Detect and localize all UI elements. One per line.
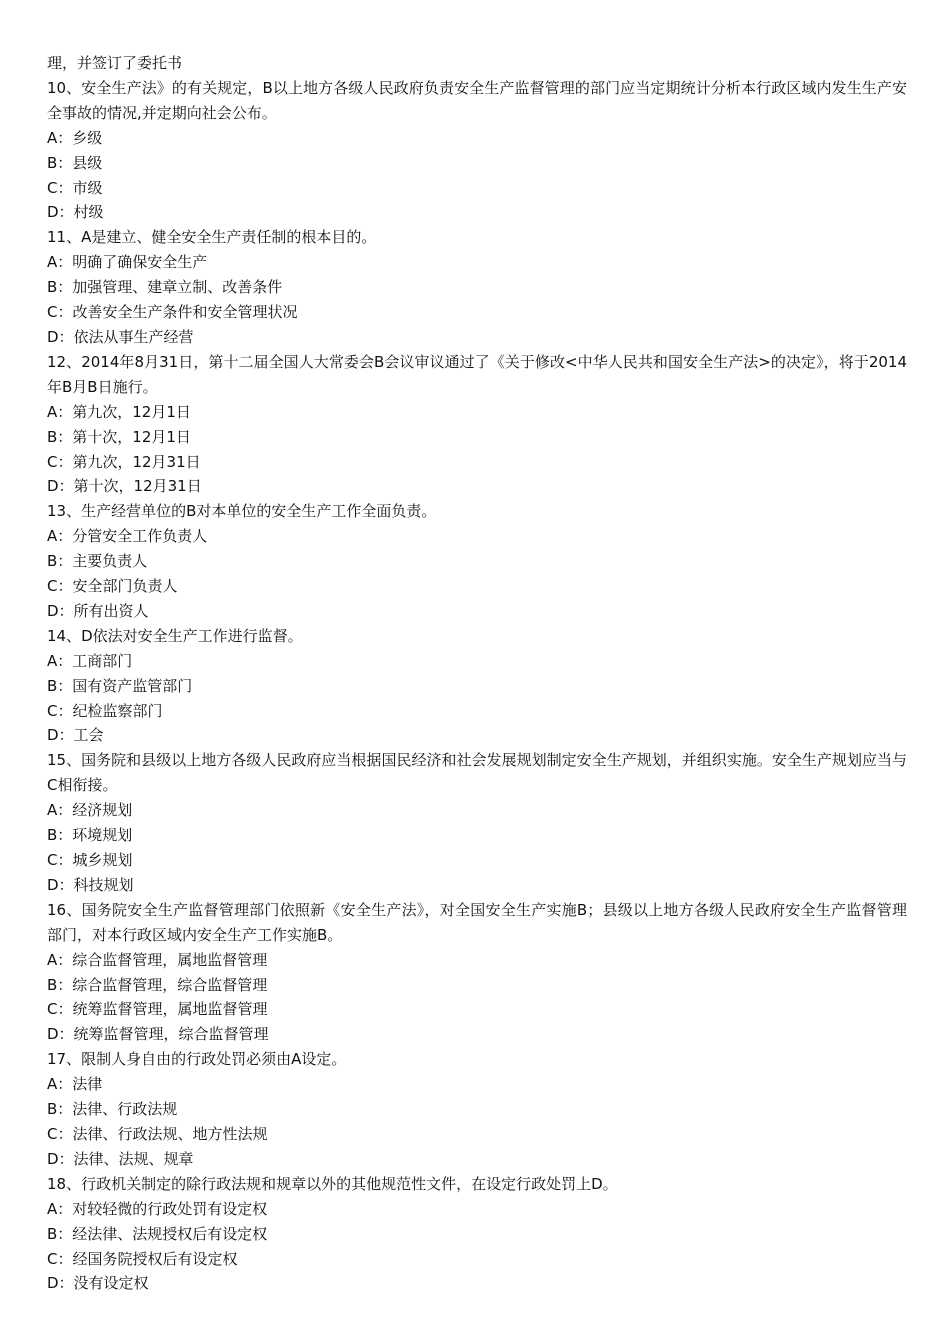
option-c: C：第九次，12月31日 xyxy=(47,452,201,471)
option-c: C：经国务院授权后有设定权 xyxy=(47,1249,238,1268)
option-a: A：法律 xyxy=(47,1075,103,1094)
intro-line: 理，并签订了委托书 xyxy=(47,54,183,72)
option-a: A：分管安全工作负责人 xyxy=(47,527,208,546)
option-d: D：所有出资人 xyxy=(47,601,149,620)
option-d: D：村级 xyxy=(47,203,104,222)
question-text: 13、生产经营单位的B对本单位的安全生产工作全面负责。 xyxy=(47,502,437,521)
option-a: A：明确了确保安全生产 xyxy=(47,253,208,272)
option-d: D：依法从事生产经营 xyxy=(47,327,194,346)
question-text: 10、安全生产法》的有关规定，B以上地方各级人民政府负责安全生产监督管理的部门应当定期统计分析本行政区域内发生生产安全事故的情况,并定期向社会公布。 xyxy=(47,78,907,122)
option-a: A：经济规划 xyxy=(47,801,133,820)
option-c: C：安全部门负责人 xyxy=(47,577,178,596)
option-b: B：法律、行政法规 xyxy=(47,1100,178,1119)
option-d: D：工会 xyxy=(47,726,104,745)
question-text: 14、D依法对安全生产工作进行监督。 xyxy=(47,626,303,645)
option-d: D：第十次，12月31日 xyxy=(47,477,202,496)
question-16 xyxy=(47,898,907,1047)
option-d: D：没有设定权 xyxy=(47,1274,149,1293)
option-b: B：加强管理、建章立制、改善条件 xyxy=(47,278,283,297)
option-a: A：乡级 xyxy=(47,128,103,147)
option-c: C：城乡规划 xyxy=(47,851,133,869)
option-a: A：对较轻微的行政处罚有设定权 xyxy=(47,1199,268,1218)
option-b: B：第十次，12月1日 xyxy=(47,427,191,446)
question-17 xyxy=(47,1047,907,1172)
question-18 xyxy=(47,1172,907,1297)
option-b: B：县级 xyxy=(47,153,103,172)
option-b: B：环境规划 xyxy=(47,826,133,845)
option-a: A：第九次，12月1日 xyxy=(47,402,191,421)
option-c: C：改善安全生产条件和安全管理状况 xyxy=(47,303,298,322)
option-d: D：科技规划 xyxy=(47,875,134,894)
option-c: C：法律、行政法规、地方性法规 xyxy=(47,1124,268,1143)
question-12 xyxy=(47,350,907,499)
question-10 xyxy=(47,76,907,225)
option-a: A：工商部门 xyxy=(47,651,133,670)
question-text: 18、行政机关制定的除行政法规和规章以外的其他规范性文件，在设定行政处罚上D。 xyxy=(47,1174,618,1193)
option-b: B：国有资产监管部门 xyxy=(47,676,193,695)
question-text: 12、2014年8月31日，第十二届全国人大常委会B会议审议通过了《关于修改<中华人民共和国安全生产法>的决定》，将于2014年B月B日施行。 xyxy=(47,352,907,396)
question-text: 15、国务院和县级以上地方各级人民政府应当根据国民经济和社会发展规划制定安全生产规划，并组织实施。安全生产规划应当与C相衔接。 xyxy=(47,751,907,795)
question-13 xyxy=(47,499,907,624)
option-d: D：统筹监督管理，综合监督管理 xyxy=(47,1025,269,1044)
option-b: B：主要负责人 xyxy=(47,552,148,571)
question-11 xyxy=(47,225,907,350)
question-text: 11、A是建立、健全安全生产责任制的根本目的。 xyxy=(47,228,377,247)
question-text: 16、国务院安全生产监督管理部门依照新《安全生产法》，对全国安全生产实施B；县级以上地方各级人民政府安全生产监督管理部门，对本行政区域内安全生产工作实施B。 xyxy=(47,900,907,944)
document-page xyxy=(47,51,907,1296)
option-d: D：法律、法规、规章 xyxy=(47,1149,194,1168)
option-c: C：市级 xyxy=(47,178,103,197)
question-14 xyxy=(47,624,907,749)
option-a: A：综合监督管理，属地监督管理 xyxy=(47,950,268,969)
question-15 xyxy=(47,748,907,897)
option-b: B：经法律、法规授权后有设定权 xyxy=(47,1224,268,1243)
question-text: 17、限制人身自由的行政处罚必须由A设定。 xyxy=(47,1050,347,1069)
option-c: C：统筹监督管理，属地监督管理 xyxy=(47,1000,268,1019)
option-c: C：纪检监察部门 xyxy=(47,701,163,720)
option-b: B：综合监督管理，综合监督管理 xyxy=(47,975,268,994)
